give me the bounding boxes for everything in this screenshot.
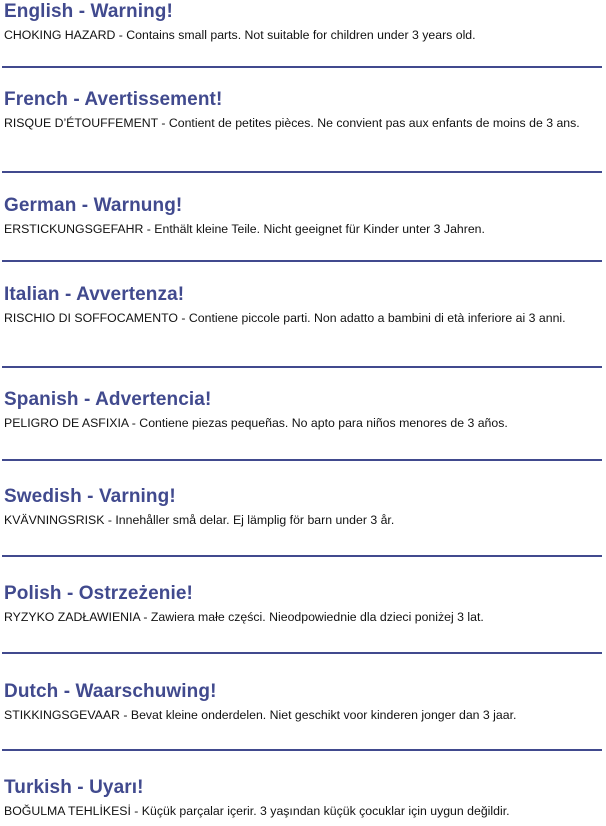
warning-section-spanish [4, 389, 600, 432]
section-text: KVÄVNINGSRISK - Innehåller små delar. Ej lämplig för barn under 3 år. [4, 513, 395, 527]
section-divider [2, 652, 602, 654]
section-text: ERSTICKUNGSGEFAHR - Enthält kleine Teile. Nicht geeignet für Kinder unter 3 Jahren. [4, 222, 485, 236]
warning-section-dutch [4, 681, 600, 724]
warning-section-italian [4, 284, 600, 327]
section-heading: Dutch - Waarschuwing! [4, 681, 217, 702]
section-heading: Polish - Ostrzeżenie! [4, 583, 193, 604]
section-divider [2, 260, 602, 262]
section-divider [2, 749, 602, 751]
warning-section-polish [4, 583, 600, 626]
section-divider [2, 459, 602, 461]
warning-section-french [4, 89, 600, 132]
section-heading: Italian - Avvertenza! [4, 284, 185, 305]
section-divider [2, 555, 602, 557]
section-heading: German - Warnung! [4, 195, 183, 216]
section-heading: English - Warning! [4, 1, 173, 22]
section-divider [2, 171, 602, 173]
section-text: CHOKING HAZARD - Contains small parts. Not suitable for children under 3 years old. [4, 28, 476, 42]
section-text: RISQUE D’ÉTOUFFEMENT - Contient de petites pièces. Ne convient pas aux enfants de moins de 3 ans. [4, 116, 580, 130]
section-heading: Spanish - Advertencia! [4, 389, 212, 410]
warning-section-english [4, 1, 600, 44]
warning-section-turkish [4, 777, 600, 820]
section-text: BOĞULMA TEHLİKESİ - Küçük parçalar içerir. 3 yaşından küçük çocuklar için uygun değildir. [4, 804, 510, 818]
section-divider [2, 66, 602, 68]
section-heading: Swedish - Varning! [4, 486, 176, 507]
section-text: RISCHIO DI SOFFOCAMENTO - Contiene piccole parti. Non adatto a bambini di età inferiore ai 3 anni. [4, 311, 566, 325]
section-heading: French - Avertissement! [4, 89, 223, 110]
section-text: STIKKINGSGEVAAR - Bevat kleine onderdelen. Niet geschikt voor kinderen jonger dan 3 jaar. [4, 708, 517, 722]
section-text: PELIGRO DE ASFIXIA - Contiene piezas pequeñas. No apto para niños menores de 3 años. [4, 416, 508, 430]
section-divider [2, 366, 602, 368]
section-heading: Turkish - Uyarı! [4, 777, 144, 798]
warning-section-swedish [4, 486, 600, 529]
warning-section-german [4, 195, 600, 238]
section-text: RYZYKO ZADŁAWIENIA - Zawiera małe części. Nieodpowiednie dla dzieci poniżej 3 lat. [4, 610, 484, 624]
